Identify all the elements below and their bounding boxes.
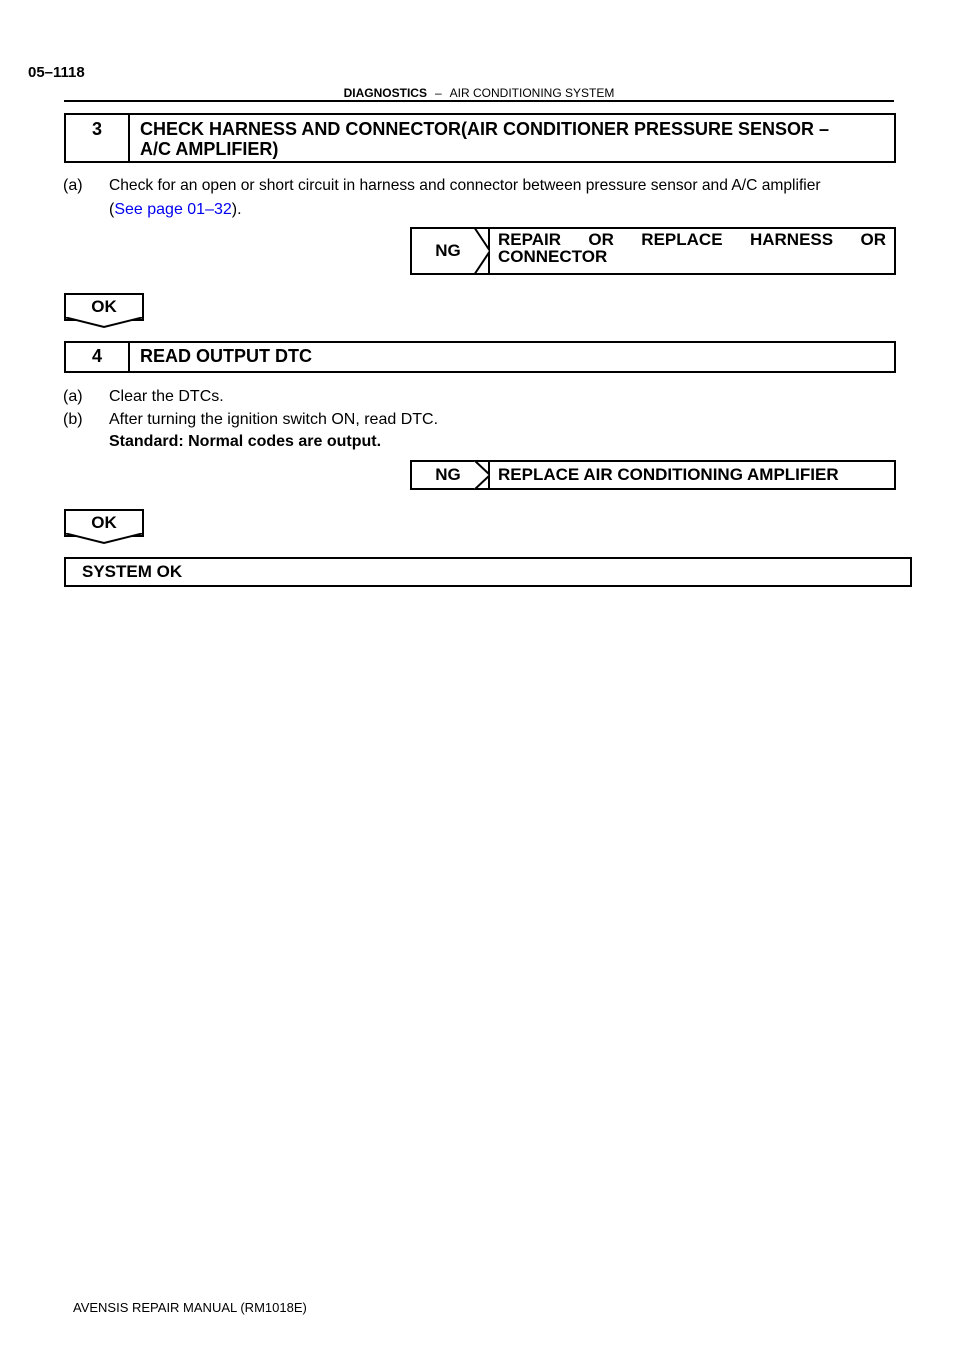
item-label: (a) xyxy=(63,388,83,405)
ng-text: NG xyxy=(435,241,461,260)
step-3-ng-action xyxy=(488,229,894,273)
step-3-title-line2: A/C AMPLIFIER) xyxy=(140,139,279,159)
ng-action-line1: REPAIR OR REPLACE HARNESS OR xyxy=(498,230,886,249)
paren-open: ( xyxy=(109,201,115,218)
step-3-item-a xyxy=(63,175,903,221)
footer: AVENSIS REPAIR MANUAL (RM1018E) xyxy=(73,1300,307,1315)
result-box: SYSTEM OK xyxy=(64,557,912,587)
step-4-ng-box xyxy=(410,460,896,490)
step-4-item-a xyxy=(63,386,903,408)
step-3-ok-tab xyxy=(64,293,144,321)
item-label: (a) xyxy=(63,177,83,194)
step-4-ok-tab xyxy=(64,509,144,537)
ng-arrow-icon xyxy=(474,460,490,490)
item-label: (b) xyxy=(63,411,83,428)
step-3-ng-box xyxy=(410,227,896,275)
section-title-bold: DIAGNOSTICS xyxy=(343,86,427,100)
ng-action-line2: CONNECTOR xyxy=(498,247,608,266)
paren-close: ). xyxy=(231,201,242,218)
step-4-ng-action: REPLACE AIR CONDITIONING AMPLIFIER xyxy=(488,462,894,488)
ok-arrow-icon xyxy=(64,533,144,545)
step-3-ng-label xyxy=(412,229,488,273)
ok-label: OK xyxy=(91,513,117,532)
step-4-title: READ OUTPUT DTC xyxy=(140,346,312,366)
ng-arrow-icon xyxy=(474,227,490,275)
item-text: Clear the DTCs. xyxy=(109,388,224,405)
section-header xyxy=(64,86,894,100)
see-page-link[interactable]: See page 01–32 xyxy=(114,201,232,218)
header-rule xyxy=(64,100,894,102)
step-4-number: 4 xyxy=(66,343,130,371)
ok-arrow-icon xyxy=(64,317,144,329)
ng-text: NG xyxy=(435,465,461,484)
step-4-ng-label xyxy=(412,462,488,488)
step-3-title-line1: CHECK HARNESS AND CONNECTOR(AIR CONDITIONER PRESSURE SENSOR – xyxy=(140,119,830,139)
section-separator: – xyxy=(434,86,442,100)
item-text-cont xyxy=(109,199,242,221)
section-title: AIR CONDITIONING SYSTEM xyxy=(449,86,615,100)
item-text: After turning the ignition switch ON, read DTC. xyxy=(109,411,439,428)
item-text: Check for an open or short circuit in harness and connector between pressure sensor and A/C amplifier xyxy=(109,177,821,194)
step-3-box xyxy=(64,113,896,163)
step-3-title xyxy=(130,115,894,161)
step-4-box xyxy=(64,341,896,373)
step-3-number: 3 xyxy=(66,115,130,161)
ok-label: OK xyxy=(91,297,117,316)
standard-text: Standard: Normal codes are output. xyxy=(109,433,382,450)
step-4-item-b xyxy=(63,409,903,453)
page-number: 05–1118 xyxy=(28,64,85,81)
